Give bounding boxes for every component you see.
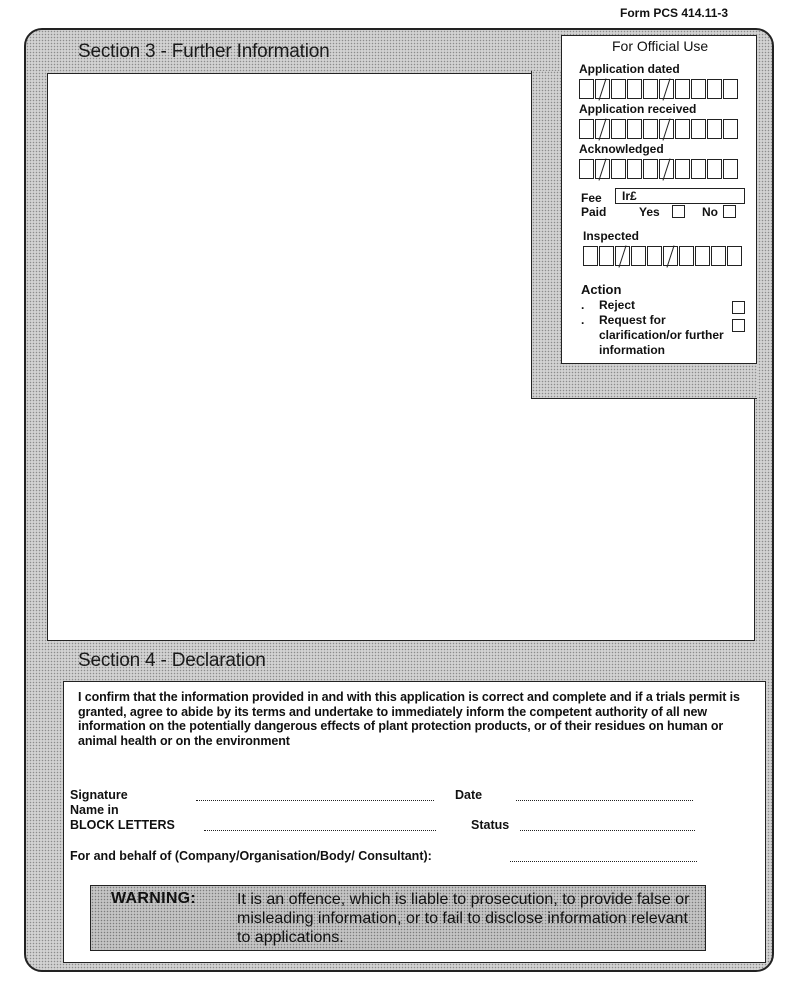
date-cell[interactable] [679,246,694,266]
paid-yes-checkbox[interactable] [672,205,685,218]
date-label: Date [455,788,483,802]
date-cell[interactable] [707,79,722,99]
date-cell[interactable] [627,119,642,139]
date-field[interactable] [516,800,693,801]
date-cell[interactable] [707,159,722,179]
date-cell[interactable] [659,119,674,139]
date-cell[interactable] [627,79,642,99]
date-cell[interactable] [675,79,690,99]
behalf-field[interactable] [510,861,697,862]
official-use-heading: For Official Use [612,38,709,54]
paid-no-label: No [702,205,718,219]
date-cell[interactable] [663,246,678,266]
application-dated-boxes[interactable] [579,79,739,99]
date-cell[interactable] [727,246,742,266]
date-cell[interactable] [707,119,722,139]
warning-box [90,885,706,951]
date-cell[interactable] [647,246,662,266]
status-label: Status [471,818,510,832]
date-cell[interactable] [723,119,738,139]
date-cell[interactable] [723,79,738,99]
declaration-statement: I confirm that the information provided in and with this application is correct and complete and if a trials permit is granted, agree to abide by its terms and undertake to immediately inform the competent authority of all new information on the potentially dangerous effects of plant protection products, or of their residues on human or animal health or on the environment [78,690,740,748]
action-request-label: Request for clarification/or further information [599,313,724,357]
section4-title: Section 4 - Declaration [78,650,266,671]
date-cell[interactable] [691,119,706,139]
date-cell[interactable] [579,79,594,99]
date-cell[interactable] [675,159,690,179]
date-cell[interactable] [611,79,626,99]
warning-text: It is an offence, which is liable to prosecution, to provide false or misleading information, or to fail to disclose information relevant to applications. [237,891,690,946]
section3-title: Section 3 - Further Information [78,41,330,62]
signature-field[interactable] [196,800,434,801]
date-cell[interactable] [691,159,706,179]
name-field[interactable] [204,830,436,831]
date-cell[interactable] [579,119,594,139]
signature-label: Signature [70,788,128,802]
date-cell[interactable] [659,79,674,99]
inspected-label: Inspected [583,229,640,243]
date-cell[interactable] [631,246,646,266]
date-cell[interactable] [643,119,658,139]
date-cell[interactable] [599,246,614,266]
date-cell[interactable] [615,246,630,266]
official-use-panel [561,35,757,364]
name-label: Name in [70,803,119,817]
date-cell[interactable] [611,119,626,139]
paid-no-checkbox[interactable] [723,205,736,218]
status-field[interactable] [520,830,695,831]
date-cell[interactable] [595,119,610,139]
action-reject-checkbox[interactable] [732,301,745,314]
action-heading: Action [581,282,622,297]
application-received-label: Application received [579,102,697,116]
bullet: . [581,313,585,327]
date-cell[interactable] [675,119,690,139]
date-cell[interactable] [627,159,642,179]
date-cell[interactable] [643,159,658,179]
date-cell[interactable] [611,159,626,179]
behalf-label: For and behalf of (Company/Organisation/Body/ Consultant): [70,849,432,863]
date-cell[interactable] [695,246,710,266]
date-cell[interactable] [583,246,598,266]
bullet: . [581,298,585,312]
fee-field[interactable] [615,188,745,204]
inspected-boxes[interactable] [583,246,743,266]
date-cell[interactable] [595,79,610,99]
form-code: Form PCS 414.11-3 [620,6,729,20]
acknowledged-label: Acknowledged [579,142,664,156]
action-request-checkbox[interactable] [732,319,745,332]
date-cell[interactable] [659,159,674,179]
action-reject-label: Reject [599,298,636,312]
paid-label: Paid [581,205,607,219]
application-dated-label: Application dated [579,62,680,76]
date-cell[interactable] [723,159,738,179]
date-cell[interactable] [595,159,610,179]
acknowledged-boxes[interactable] [579,159,739,179]
date-cell[interactable] [579,159,594,179]
date-cell[interactable] [691,79,706,99]
paid-yes-label: Yes [639,205,660,219]
warning-label: WARNING: [111,890,197,907]
fee-label: Fee [581,191,602,205]
date-cell[interactable] [711,246,726,266]
declaration-panel [63,681,766,963]
date-cell[interactable] [643,79,658,99]
name-label-block-letters: BLOCK LETTERS [70,818,175,832]
application-received-boxes[interactable] [579,119,739,139]
fee-currency: Ir£ [622,189,637,203]
